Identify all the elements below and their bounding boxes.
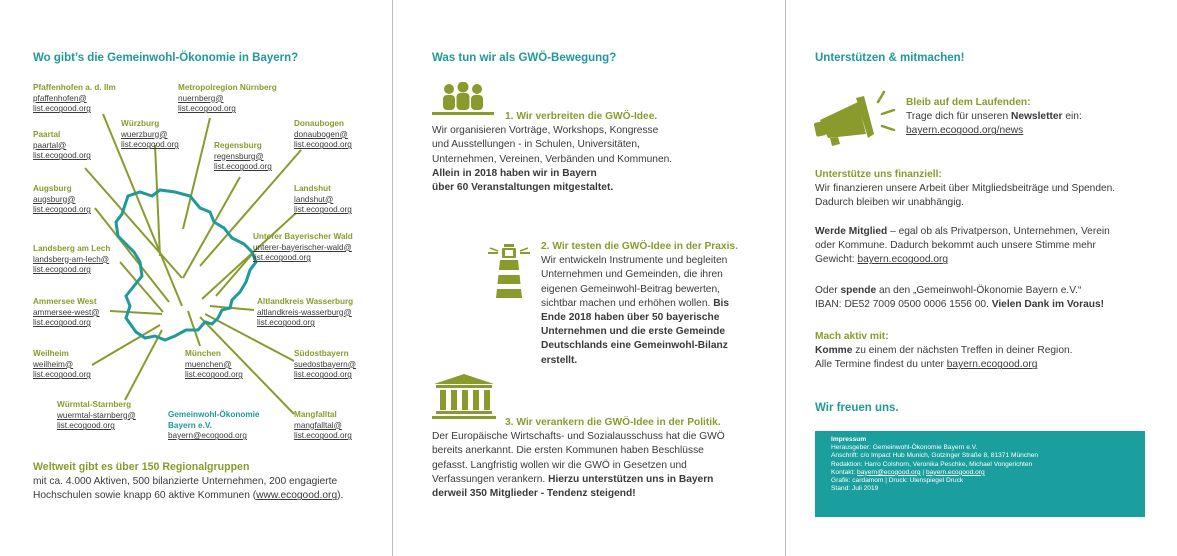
s3-bold-last: derweil 350 Mitglieder - Tendenz steigend! bbox=[432, 488, 636, 500]
region-email-domain[interactable]: list.ecogood.org bbox=[33, 151, 91, 161]
donate-pre: Oder bbox=[815, 285, 841, 296]
world-link[interactable]: www.ecogood.org bbox=[256, 490, 338, 502]
region-donaubogen bbox=[294, 119, 352, 151]
news-title: Bleib auf dem Laufenden: bbox=[906, 97, 1031, 108]
s2-line-3: eigenen Gemeinwohl-Beitrag bewerten, bbox=[541, 283, 720, 295]
region-email-domain[interactable]: list.ecogood.org bbox=[294, 140, 352, 150]
s1-bold-1: Allein in 2018 haben wir in Bayern bbox=[432, 167, 597, 179]
region-name: Landsberg am Lech bbox=[33, 244, 111, 253]
impressum-line-1: Herausgeber: Gemeinwohl-Ökonomie Bayern e.V. bbox=[831, 444, 978, 452]
s3-line-1: Der Europäische Wirtschafts- und Sozialausschuss hat die GWÖ bbox=[432, 431, 725, 443]
fin-line-1: Wir finanzieren unsere Arbeit über Mitgliedsbeiträge und Spenden. bbox=[815, 183, 1116, 195]
region-name: Würmtal-Starnberg bbox=[57, 400, 132, 409]
region-name: Regensburg bbox=[214, 141, 262, 150]
active-line-1: zu einem der nächsten Treffen in deiner Region. bbox=[852, 345, 1073, 357]
region-wurzburg bbox=[121, 119, 179, 151]
region-name: Pfaffenhofen a. d. Ilm bbox=[33, 83, 116, 92]
gwoe-bayern-name-2: Bayern e.V. bbox=[168, 420, 212, 430]
impressum-line-3: Redaktion: Harro Colshorn, Veronika Peschke, Michael Vongerichten bbox=[831, 460, 1033, 468]
region-gwoe-bayern bbox=[168, 410, 259, 442]
impressum-line-6: Stand: Juli 2019 bbox=[831, 485, 879, 493]
impressum-contact-label: Kontakt: bbox=[831, 468, 858, 476]
gwoe-bayern-email[interactable]: bayern@ecogood.org bbox=[168, 431, 247, 441]
region-unterer-bayerischer-wald bbox=[253, 232, 353, 264]
region-email-domain[interactable]: list.ecogood.org bbox=[57, 421, 115, 431]
news-pre: Trage dich für unseren bbox=[906, 111, 1009, 123]
region-email[interactable]: nuernberg@ bbox=[178, 93, 224, 103]
region-email-domain[interactable]: list.ecogood.org bbox=[214, 162, 272, 172]
region-name: Paartal bbox=[33, 130, 61, 139]
finance-block bbox=[815, 168, 1160, 211]
region-email[interactable]: donaubogen@ bbox=[294, 129, 348, 139]
s1-line-3: Unternehmen, Vereinen, Verbänden und Kommunen. bbox=[432, 153, 673, 165]
region-email[interactable]: weilheim@ bbox=[33, 359, 74, 369]
section-3 bbox=[432, 416, 777, 501]
gwoe-bayern-name-1: Gemeinwohl-Ökonomie bbox=[168, 410, 260, 419]
region-name: Metropolregion Nürnberg bbox=[178, 83, 277, 92]
s1-bold-2: über 60 Veranstaltungen mitgestaltet. bbox=[432, 182, 614, 194]
region-altlandkreis-wasserburg bbox=[257, 297, 353, 329]
active-title: Mach aktiv mit: bbox=[815, 331, 889, 342]
region-landsberg-am-lech bbox=[33, 244, 110, 276]
region-mangfalltal bbox=[294, 410, 352, 442]
region-name: Ammersee West bbox=[33, 297, 97, 306]
region-name: Würzburg bbox=[121, 119, 160, 128]
region-email[interactable]: pfaffenhofen@ bbox=[33, 93, 87, 103]
newsletter-block bbox=[906, 96, 1146, 139]
region-name: München bbox=[185, 349, 221, 358]
region-metropolregion-nurnberg bbox=[178, 83, 277, 115]
region-email-domain[interactable]: list.ecogood.org bbox=[33, 205, 91, 215]
thanks: Vielen Dank im Voraus! bbox=[991, 299, 1105, 311]
donate-block bbox=[815, 284, 1160, 312]
news-bold: Newsletter bbox=[1010, 111, 1063, 123]
impressum-sep: | bbox=[920, 468, 926, 476]
region-email-domain[interactable]: list.ecogood.org bbox=[294, 431, 352, 441]
region-email-domain[interactable]: list.ecogood.org bbox=[33, 265, 91, 275]
active-bold: Komme bbox=[815, 345, 853, 357]
s3-line-2: bereits anerkannt. Die ersten Kommunen haben Beschlüsse bbox=[432, 445, 704, 457]
fold-line-right bbox=[785, 0, 786, 556]
member-bold: Werde Mitglied bbox=[815, 226, 888, 237]
region-pfaffenhofen-a-d-ilm bbox=[33, 83, 116, 115]
region-email[interactable]: regensburg@ bbox=[214, 151, 264, 161]
region-email[interactable]: paartal@ bbox=[33, 140, 67, 150]
s2-line-4: sichtbar machen und erhöhen wollen. bbox=[541, 297, 711, 309]
member-line-2: oder Kommune. Dadurch bekommt auch unsere Stimme mehr bbox=[815, 240, 1096, 252]
s3-title: 3. Wir verankern die GWÖ-Idee in der Politik. bbox=[505, 417, 721, 428]
region-weilheim bbox=[33, 349, 91, 381]
region-email[interactable]: augsburg@ bbox=[33, 194, 76, 204]
region-name: Landshut bbox=[294, 184, 331, 193]
region-name: Mangfalltal bbox=[294, 410, 337, 419]
region-email[interactable]: wuermtal-starnberg@ bbox=[57, 410, 136, 420]
region-munchen bbox=[185, 349, 243, 381]
s3-line-4-bold: Hierzu unterstützen uns in Bayern bbox=[548, 473, 714, 485]
s2-bold-3: Deutschlands eine Gemeinwohl-Bilanz bbox=[541, 340, 728, 352]
s3-line-4: Verfassungen verankern. bbox=[432, 473, 546, 485]
region-email[interactable]: altlandkreis-wasserburg@ bbox=[257, 307, 352, 317]
region-sudostbayern bbox=[294, 349, 356, 381]
lighthouse-icon bbox=[486, 240, 532, 300]
world-block bbox=[33, 460, 378, 504]
support-heading: Unterstützen & mitmachen! bbox=[815, 52, 965, 64]
region-email[interactable]: unterer-bayerischer-wald@ bbox=[253, 242, 352, 252]
impressum-web[interactable]: bayern.ecogood.org bbox=[925, 468, 985, 476]
region-email-domain[interactable]: list.ecogood.org bbox=[257, 318, 315, 328]
region-email[interactable]: suedostbayern@ bbox=[294, 359, 357, 369]
region-name: Weilheim bbox=[33, 349, 69, 358]
region-email[interactable]: ammersee-west@ bbox=[33, 307, 100, 317]
s1-title: 1. Wir verbreiten die GWÖ-Idee. bbox=[505, 111, 658, 122]
impressum-email[interactable]: bayern@ecogood.org bbox=[857, 468, 921, 476]
megaphone-icon bbox=[812, 90, 898, 148]
region-paartal bbox=[33, 130, 91, 162]
s2-bold-4: erstellt. bbox=[541, 354, 578, 366]
s2-bold-1: Ende 2018 haben über 50 bayerische bbox=[541, 312, 720, 324]
world-line-2-post: ). bbox=[337, 490, 344, 502]
impressum-line-4 bbox=[831, 469, 1145, 477]
region-email[interactable]: muenchen@ bbox=[185, 359, 232, 369]
newsletter-link[interactable]: bayern.ecogood.org/news bbox=[906, 125, 1024, 137]
region-email[interactable]: mangfalltal@ bbox=[294, 420, 342, 430]
s2-line-4-bold: Bis bbox=[713, 297, 730, 309]
active-block bbox=[815, 330, 1160, 373]
impressum-box bbox=[815, 431, 1145, 517]
region-name: Augsburg bbox=[33, 184, 72, 193]
world-heading: Weltweit gibt es über 150 Regionalgruppen bbox=[33, 461, 250, 473]
section-1 bbox=[432, 110, 777, 195]
region-name: Unterer Bayerischer Wald bbox=[253, 232, 353, 241]
region-email-domain[interactable]: list.ecogood.org bbox=[33, 318, 91, 328]
building-icon bbox=[432, 374, 496, 420]
region-email-domain[interactable]: list.ecogood.org bbox=[178, 104, 236, 114]
region-email-domain[interactable]: list.ecogood.org bbox=[294, 370, 352, 380]
region-landshut bbox=[294, 184, 352, 216]
map-heading: Wo gibt’s die Gemeinwohl-Ökonomie in Bayern? bbox=[33, 52, 299, 64]
iban: IBAN: DE52 7009 0500 0006 1556 00. bbox=[815, 299, 992, 311]
fin-title: Unterstütze uns finanziell: bbox=[815, 169, 942, 180]
region-email-domain[interactable]: list.ecogood.org bbox=[33, 104, 91, 114]
movement-heading: Was tun wir als GWÖ-Bewegung? bbox=[432, 52, 617, 64]
s3-line-3: gefasst. Langfristig wollen wir die GWÖ in Gesetzen und bbox=[432, 459, 687, 471]
region-email[interactable]: landshut@ bbox=[294, 194, 334, 204]
impressum-title: Impressum bbox=[831, 436, 867, 443]
region-regensburg bbox=[214, 141, 272, 173]
s2-line-2: Unternehmen und Gemeinden, die ihren bbox=[541, 269, 723, 281]
donate-bold: spende bbox=[840, 285, 877, 296]
region-email-domain[interactable]: list.ecogood.org bbox=[121, 140, 179, 150]
donate-post: an den „Gemeinwohl-Ökonomie Bayern e.V.“ bbox=[876, 285, 1082, 296]
s2-title: 2. Wir testen die GWÖ-Idee in der Praxis. bbox=[541, 241, 738, 252]
s2-line-1: Wir entwickeln Instrumente und begleiten bbox=[541, 255, 728, 267]
impressum-line-2: Anschrift: c/o Impact Hub Munich, Gotzinger Straße 8, 81371 München bbox=[831, 452, 1039, 460]
s2-bold-2: Unternehmen und die erste Gemeinde bbox=[541, 326, 725, 338]
member-block bbox=[815, 225, 1160, 268]
joy-heading: Wir freuen uns. bbox=[815, 402, 899, 414]
fold-line-left bbox=[392, 0, 393, 556]
region-name: Südostbayern bbox=[294, 349, 349, 358]
member-line-3: Gewicht: bbox=[815, 254, 858, 266]
region-email-domain[interactable]: list.ecogood.org bbox=[185, 370, 243, 380]
region-augsburg bbox=[33, 184, 91, 216]
region-email[interactable]: landsberg-am-lech@ bbox=[33, 254, 110, 264]
section-2 bbox=[541, 240, 771, 368]
member-line-1: – egal ob als Privatperson, Unternehmen, Verein bbox=[887, 226, 1110, 237]
region-name: Donaubogen bbox=[294, 119, 345, 128]
region-email-domain[interactable]: list.ecogood.org bbox=[253, 253, 311, 263]
impressum-line-5: Grafik: cardamom | Druck: Ulenspiegel Druck bbox=[831, 477, 964, 485]
region-email-domain[interactable]: list.ecogood.org bbox=[294, 205, 352, 215]
region-wurmtal-starnberg bbox=[57, 400, 136, 432]
world-line-2-pre: Hochschulen sowie knapp 60 aktive Kommunen ( bbox=[33, 490, 257, 502]
region-name: Altlandkreis Wasserburg bbox=[257, 297, 354, 306]
s1-line-2: und Ausstellungen - in Schulen, Universitäten, bbox=[432, 139, 640, 151]
active-line-2: Alle Termine findest du unter bbox=[815, 359, 947, 371]
news-post: ein: bbox=[1065, 111, 1082, 123]
region-email[interactable]: wuerzburg@ bbox=[121, 129, 168, 139]
world-line-1: mit ca. 4.000 Aktiven, 500 bilanzierte Unternehmen, 200 engagierte bbox=[33, 476, 338, 488]
member-link[interactable]: bayern.ecogood.org bbox=[857, 254, 949, 266]
region-ammersee-west bbox=[33, 297, 100, 329]
active-link[interactable]: bayern.ecogood.org bbox=[946, 359, 1038, 371]
region-email-domain[interactable]: list.ecogood.org bbox=[33, 370, 91, 380]
s1-line-1: Wir organisieren Vorträge, Workshops, Kongresse bbox=[432, 125, 659, 137]
fin-line-2: Dadurch bleiben wir unabhängig. bbox=[815, 197, 964, 209]
